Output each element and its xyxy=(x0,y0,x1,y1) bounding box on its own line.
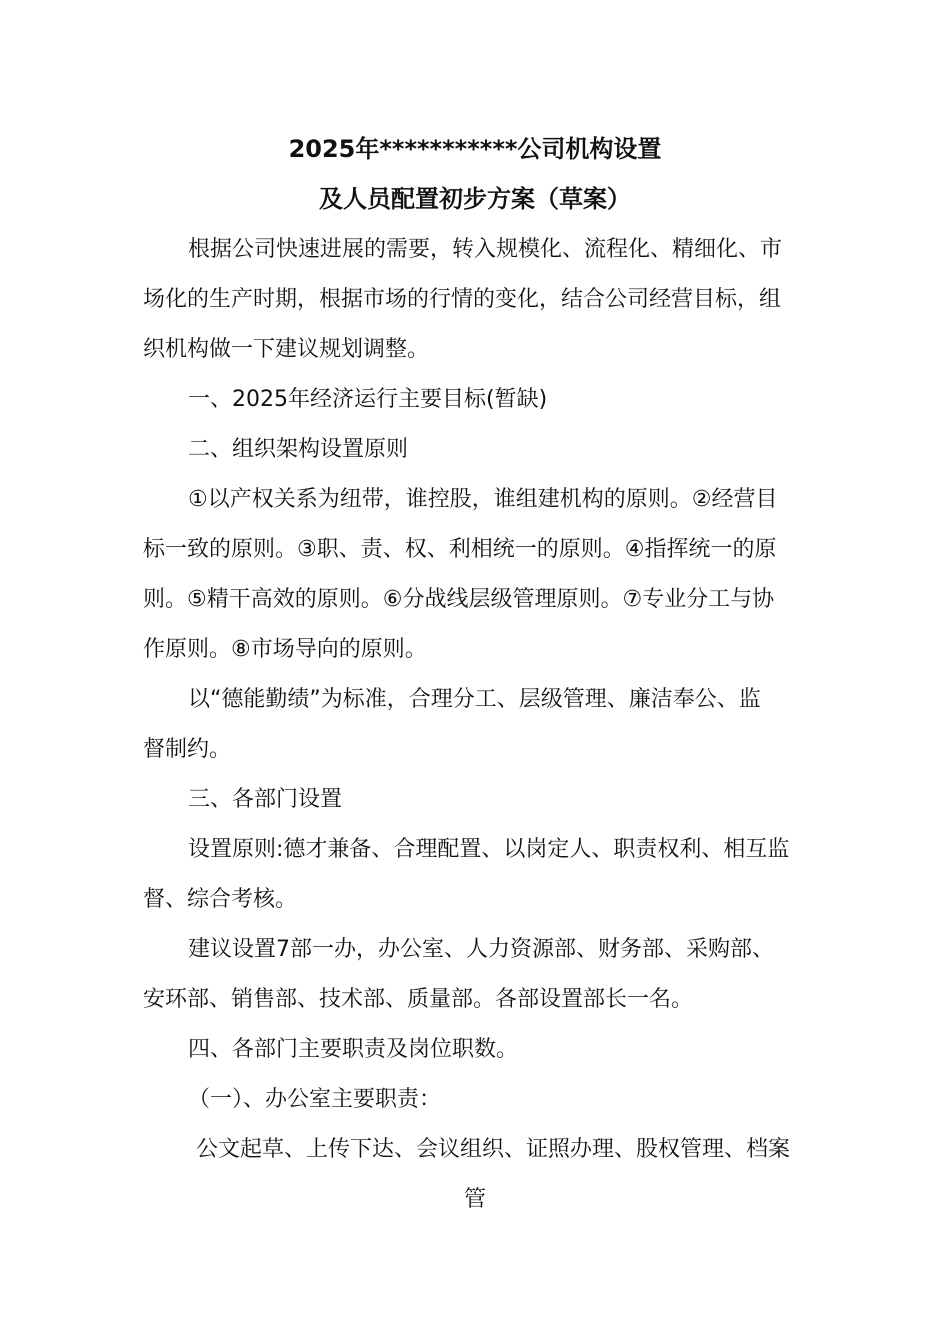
section-heading-1: 一、2025年经济运行主要目标(暂缺) xyxy=(188,387,548,412)
principles-line-2: 标一致的原则。③职、责、权、利相统一的原则。④指挥统一的原 xyxy=(143,537,777,562)
section-heading-3: 三、各部门设置 xyxy=(188,787,343,812)
section-heading-4: 四、各部门主要职责及岗位职数。 xyxy=(188,1037,519,1062)
section-heading-2: 二、组织架构设置原则 xyxy=(188,437,409,462)
office-duties-line-1: 公文起草、上传下达、会议组织、证照办理、股权管理、档案 xyxy=(196,1137,791,1162)
paragraph-intro-line-1: 根据公司快速进展的需要，转入规模化、流程化、精细化、市 xyxy=(188,237,783,262)
paragraph-intro-line-3: 织机构做一下建议规划调整。 xyxy=(143,337,430,362)
principles-line-1: ①以产权关系为纽带，谁控股，谁组建机构的原则。②经营目 xyxy=(188,487,778,512)
subsection-heading-office: （一）、办公室主要职责： xyxy=(188,1087,442,1112)
office-duties-line-2: 管 xyxy=(463,1187,486,1212)
paragraph-intro-line-2: 场化的生产时期，根据市场的行情的变化，结合公司经营目标，组 xyxy=(143,287,782,312)
standard-line-2: 督制约。 xyxy=(143,737,232,762)
setup-principles-line-2: 督、综合考核。 xyxy=(143,887,298,912)
document-title-line-1: 2025年***********公司机构设置 xyxy=(288,135,662,163)
setup-principles-line-1: 设置原则:德才兼备、合理配置、以岗定人、职责权利、相互监 xyxy=(188,837,790,862)
department-proposal-line-2: 安环部、销售部、技术部、质量部。各部设置部长一名。 xyxy=(143,987,694,1012)
document-title-line-2: 及人员配置初步方案（草案） xyxy=(319,185,631,213)
standard-line-1: 以“德能勤绩”为标准，合理分工、层级管理、廉洁奉公、监 xyxy=(188,687,761,712)
principles-line-3: 则。⑤精干高效的原则。⑥分战线层级管理原则。⑦专业分工与协 xyxy=(143,587,775,612)
principles-line-4: 作原则。⑧市场导向的原则。 xyxy=(143,637,427,662)
department-proposal-line-1: 建议设置7部一办，办公室、人力资源部、财务部、采购部、 xyxy=(188,937,774,962)
